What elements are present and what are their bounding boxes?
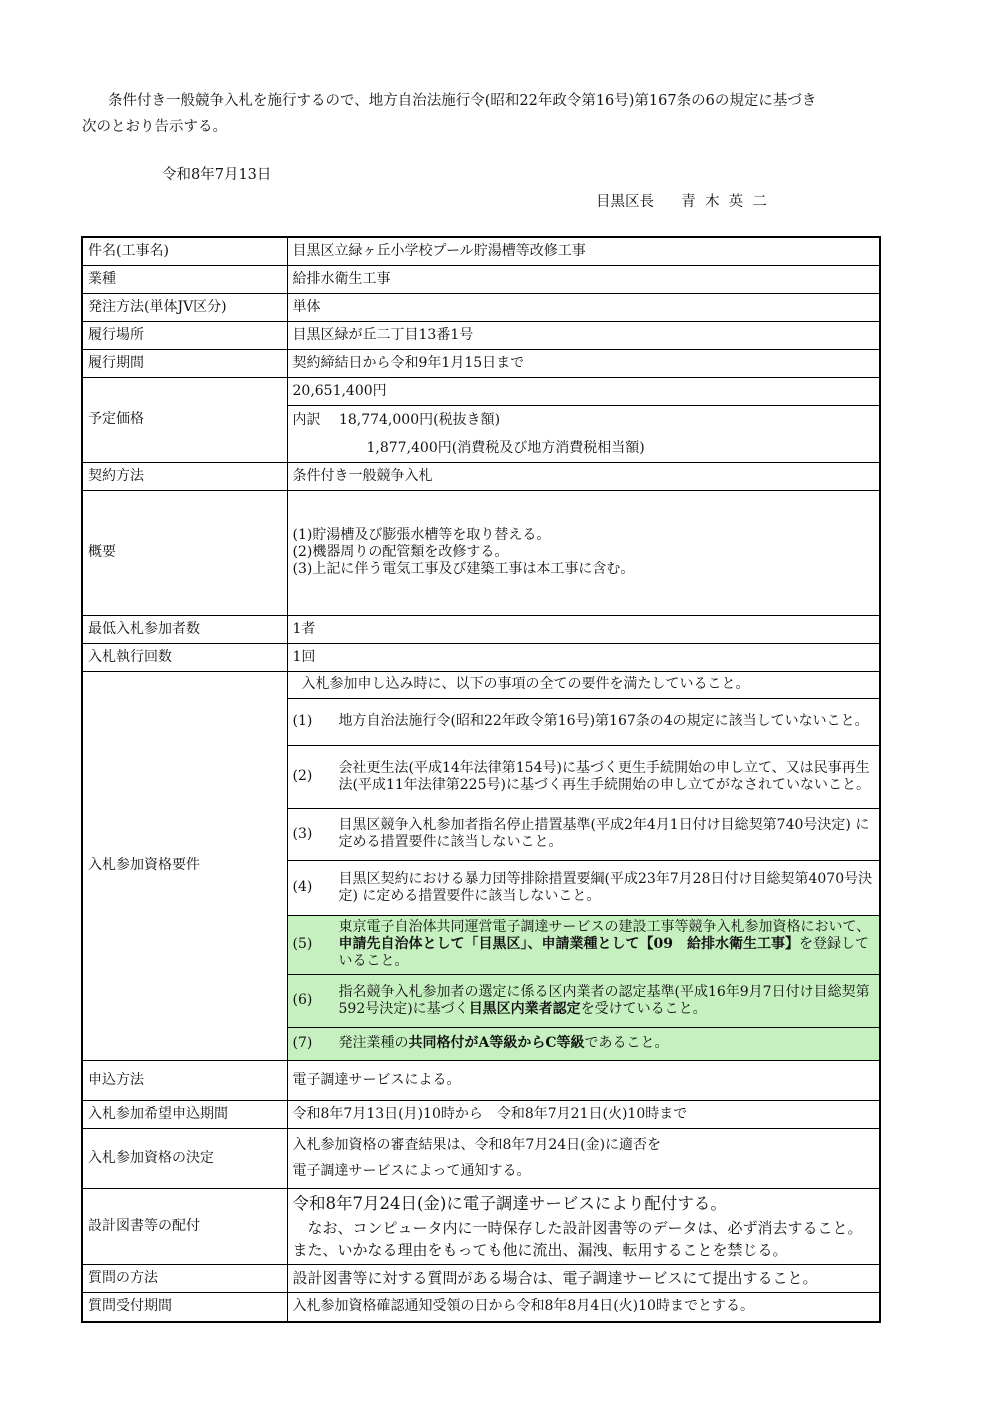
row-label: 履行期間 (82, 349, 287, 377)
row-docs (82, 1188, 880, 1264)
row-value: 1回 (287, 643, 880, 671)
item-text: 指名競争入札参加者の選定に係る区内業者の認定基準(平成16年9月7日付け目総契第592号決定)に基づく目黒区内業者認定を受けていること。 (338, 983, 870, 1017)
row-method (82, 293, 880, 321)
overview-item: (2)機器周りの配管類を改修する。 (292, 544, 509, 560)
qualification-intro: 入札参加申し込み時に、以下の事項の全ての要件を満たしていること。 (301, 676, 750, 692)
item-emphasis: 目黒区内業者認定 (468, 1000, 581, 1017)
item-number: (4) (292, 879, 313, 895)
row-min-bidders (82, 615, 880, 643)
item-number: (3) (292, 825, 313, 842)
row-value: 契約締結日から令和9年1月15日まで (287, 349, 880, 377)
item-number: (2) (292, 768, 313, 784)
row-label: 発注方法(単体JV区分) (82, 293, 287, 321)
item-text: 目黒区競争入札参加者指名停止措置基準(平成2年4月1日付け目総契第740号決定) に定める措置要件に該当しないこと。 (338, 817, 870, 850)
price-total: 20,651,400円 (288, 378, 880, 406)
overview-item: (1)貯湯槽及び膨張水槽等を取り替える。 (292, 527, 551, 543)
item-emphasis: 申請先自治体として「目黒区」、申請業種として【09 給排水衛生工事】 (338, 936, 799, 952)
item-text: 目黒区契約における暴力団等排除措置要綱(平成23年7月28日付け目総契第4070号決定) に定める措置要件に該当しないこと。 (338, 870, 873, 904)
row-price (82, 377, 880, 462)
row-label: 申込方法 (82, 1060, 287, 1100)
intro-line-2: 次のとおり告示する。 (82, 119, 227, 135)
docs-line-2: なお、コンピュータ内に一時保存した設計図書等のデータは、必ず消去すること。また、いかなる理由をもっても他に流出、漏洩、転用することを禁じる。 (292, 1219, 863, 1259)
row-contract (82, 462, 880, 490)
row-value: 条件付き一般競争入札 (287, 462, 880, 490)
row-decision (82, 1128, 880, 1188)
docs-line-1: 令和8年7月24日(金)に電子調達サービスにより配付する。 (292, 1194, 727, 1213)
signer-title: 目黒区長 (596, 194, 654, 210)
row-name (82, 237, 880, 265)
row-value: 目黒区緑が丘二丁目13番1号 (287, 321, 880, 349)
row-label: 予定価格 (82, 377, 287, 462)
qualification-item (288, 861, 880, 916)
notice-intro (82, 88, 882, 140)
qualification-item-highlighted (288, 975, 880, 1028)
row-value: 1者 (287, 615, 880, 643)
row-place (82, 321, 880, 349)
price-breakdown-1: 内訳 18,774,000円(税抜き額) (292, 411, 501, 428)
row-label: 件名(工事名) (82, 237, 287, 265)
row-period (82, 349, 880, 377)
decision-line-2: 電子調達サービスによって通知する。 (292, 1163, 531, 1179)
item-number: (7) (292, 1035, 313, 1051)
intro-line-1: 条件付き一般競争入札を施行するので、地方自治法施行令(昭和22年政令第16号)第167条の6の規定に基づき (108, 93, 817, 109)
item-number: (1) (292, 713, 313, 729)
item-text: 東京電子自治体共同運営電子調達サービスの建設工事等競争入札参加資格において、申請先自治体として「目黒区」、申請業種として【09 給排水衛生工事】を登録していること。 (338, 919, 871, 969)
row-apply-period (82, 1100, 880, 1128)
row-value: 設計図書等に対する質問がある場合は、電子調達サービスにて提出すること。 (287, 1264, 880, 1292)
row-label: 入札参加希望申込期間 (82, 1100, 287, 1128)
overview-item: (3)上記に伴う電気工事及び建築工事は本工事に含む。 (292, 561, 635, 577)
row-label: 設計図書等の配付 (82, 1188, 287, 1264)
qualification-item (288, 809, 880, 861)
qualification-item (288, 746, 880, 809)
qualification-item-highlighted (288, 1028, 880, 1060)
item-number: (5) (292, 936, 313, 952)
signer-name-char: 英 (728, 194, 744, 210)
tender-table (81, 236, 881, 1323)
row-value: 令和8年7月13日(月)10時から 令和8年7月21日(火)10時まで (287, 1100, 880, 1128)
row-label: 契約方法 (82, 462, 287, 490)
decision-cell (287, 1128, 880, 1188)
qualification-intro-row (288, 672, 880, 699)
row-apply-method (82, 1060, 880, 1100)
row-label: 質問の方法 (82, 1264, 287, 1292)
row-value: 入札参加資格確認通知受領の日から令和8年8月4日(火)10時までとする。 (287, 1292, 880, 1322)
row-question-period (82, 1292, 880, 1322)
row-label: 入札参加資格の決定 (82, 1128, 287, 1188)
signer-name-char: 二 (752, 194, 767, 210)
item-emphasis: 共同格付がA等級からC等級 (408, 1035, 585, 1051)
price-cell (287, 377, 880, 462)
qualification-item-highlighted (288, 916, 880, 975)
qualification-cell (287, 671, 880, 1060)
overview-cell (287, 490, 880, 615)
decision-line-1: 入札参加資格の審査結果は、令和8年7月24日(金)に適否を (292, 1137, 662, 1153)
row-overview (82, 490, 880, 615)
item-text: 発注業種の共同格付がA等級からC等級であること。 (338, 1035, 669, 1051)
row-value: 単体 (287, 293, 880, 321)
row-label: 入札執行回数 (82, 643, 287, 671)
row-question-method (82, 1264, 880, 1292)
row-rounds (82, 643, 880, 671)
signer-name-char: 木 (704, 194, 720, 210)
row-label: 最低入札参加者数 (82, 615, 287, 643)
row-label: 履行場所 (82, 321, 287, 349)
signer (596, 190, 767, 211)
row-type (82, 265, 880, 293)
notice-date: 令和8年7月13日 (162, 167, 272, 183)
row-qualification (82, 671, 880, 1060)
row-value: 目黒区立緑ヶ丘小学校プール貯湯槽等改修工事 (287, 237, 880, 265)
row-label: 入札参加資格要件 (82, 671, 287, 1060)
row-value: 電子調達サービスによる。 (287, 1060, 880, 1100)
docs-cell (287, 1188, 880, 1264)
item-text: 会社更生法(平成14年法律第154号)に基づく更生手続開始の申し立て、又は民事再生法(平成11年法律第225号)に基づく再生手続開始の申し立てがなされていないこと。 (338, 759, 870, 793)
signer-name-char: 青 (681, 194, 696, 210)
qualification-item (288, 699, 880, 746)
row-label: 業種 (82, 265, 287, 293)
row-label: 質問受付期間 (82, 1292, 287, 1322)
item-text: 地方自治法施行令(昭和22年政令第16号)第167条の4の規定に該当していないこと。 (338, 713, 869, 729)
row-value: 給排水衛生工事 (287, 265, 880, 293)
price-breakdown-2: 1,877,400円(消費税及び地方消費税相当額) (366, 439, 645, 456)
row-label: 概要 (82, 490, 287, 615)
item-number: (6) (292, 992, 313, 1008)
